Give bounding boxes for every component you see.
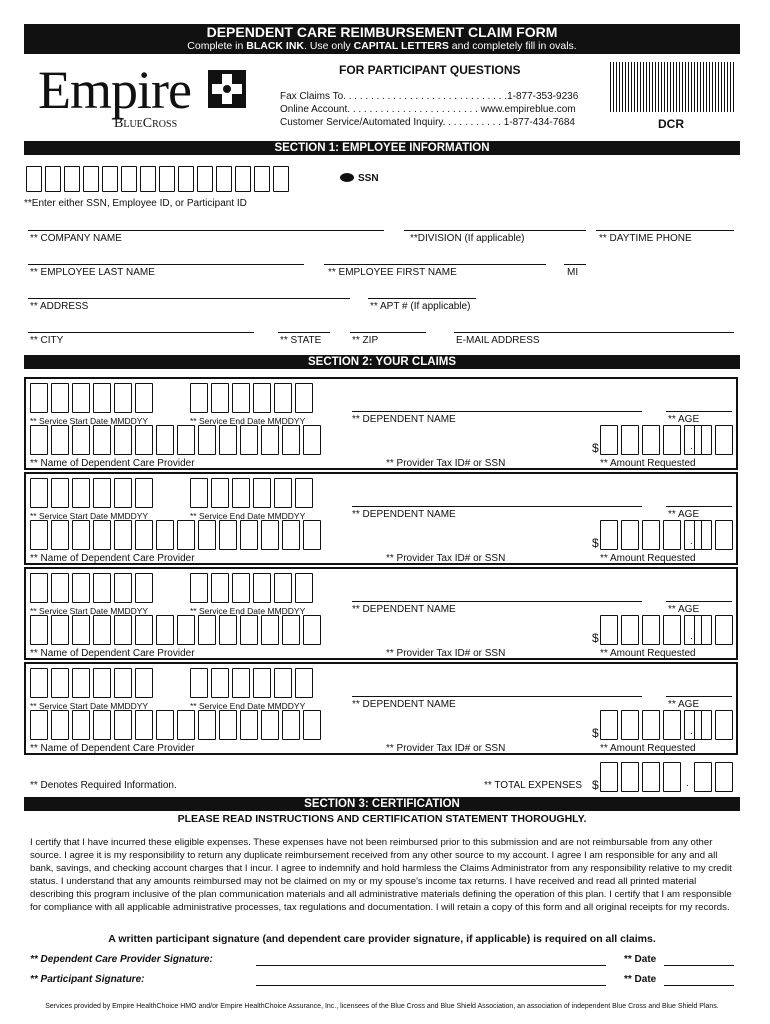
address-label: ** ADDRESS bbox=[30, 301, 89, 312]
zip-field[interactable] bbox=[350, 332, 426, 333]
amount-label: ** Amount Requested bbox=[600, 553, 696, 564]
participant-date-field[interactable] bbox=[664, 985, 734, 986]
decimal-point: . bbox=[690, 441, 693, 452]
decimal-point: . bbox=[690, 726, 693, 737]
amount-boxes[interactable] bbox=[600, 710, 702, 740]
first-name-label: ** EMPLOYEE FIRST NAME bbox=[328, 267, 457, 278]
start-date-label: ** Service Start Date MMDDYY bbox=[30, 416, 149, 426]
certification-instruction: PLEASE READ INSTRUCTIONS AND CERTIFICATION STATEMENT THOROUGHLY. bbox=[177, 813, 587, 825]
dependent-label: ** DEPENDENT NAME bbox=[352, 414, 456, 425]
ssn-label: SSN bbox=[358, 173, 379, 184]
dependent-label: ** DEPENDENT NAME bbox=[352, 509, 456, 520]
company-field[interactable] bbox=[28, 230, 384, 231]
start-date-boxes[interactable] bbox=[30, 478, 153, 508]
total-dollar-sign: $ bbox=[592, 778, 599, 792]
company-label: ** COMPANY NAME bbox=[30, 233, 122, 244]
start-date-label: ** Service Start Date MMDDYY bbox=[30, 606, 149, 616]
form-subtitle: Complete in BLACK INK. Use only CAPITAL LETTERS and completely fill in ovals. bbox=[187, 40, 577, 52]
phone-label: ** DAYTIME PHONE bbox=[599, 233, 692, 244]
footer-text: Services provided by Empire HealthChoice HMO and/or Empire HealthChoice Assurance, Inc., licensees of the Blue Cross and Blue Shield Association, an association of independent Blue Cross and Blue Shield Plans. bbox=[45, 1003, 719, 1010]
state-field[interactable] bbox=[278, 332, 330, 333]
online-line: Online Account. . . . . . . . . . . . . . . . . . . . . . . . www.empireblue.com bbox=[280, 104, 576, 115]
age-label: ** AGE bbox=[668, 699, 700, 710]
dependent-field[interactable] bbox=[352, 696, 642, 697]
amount-boxes[interactable] bbox=[600, 425, 702, 455]
form-code: DCR bbox=[658, 117, 684, 131]
amount-boxes[interactable] bbox=[600, 520, 702, 550]
certification-statement: I certify that I have incurred these eligible expenses. These expenses have not been reimbursed prior to this submission and are not reimbursable from any other source. I agree it is my responsibility to return any duplicate reimbursement received from any other source to my account. I agree I am responsible for any and all bank, savings, and checking account charges that I incur. I agree to indemnify and hold harmless the Claims Administrator from any responsibility relative to my credit status. I understand that any amounts reimbursed may not be claimed on my or my spouse's income tax returns. I have received and read all printed material describing this program inclusive of the plan communication materials and all administrative materials defining the operation of this plan. I certify that I am responsible for compliance with all applicable administrative processes, tax regulations and documentation. I will retain a copy of this form and all original receipts for my records. bbox=[30, 837, 732, 913]
apt-field[interactable] bbox=[368, 298, 476, 299]
start-date-label: ** Service Start Date MMDDYY bbox=[30, 701, 149, 711]
mi-field[interactable] bbox=[564, 264, 586, 265]
dependent-label: ** DEPENDENT NAME bbox=[352, 604, 456, 615]
age-field[interactable] bbox=[666, 506, 732, 507]
end-date-boxes[interactable] bbox=[190, 383, 313, 413]
dollar-sign: $ bbox=[592, 536, 599, 550]
address-field[interactable] bbox=[28, 298, 350, 299]
city-label: ** CITY bbox=[30, 335, 64, 346]
mi-label: MI bbox=[567, 267, 579, 278]
claim-block bbox=[24, 472, 738, 565]
age-label: ** AGE bbox=[668, 509, 700, 520]
zip-label: ** ZIP bbox=[352, 335, 379, 346]
phone-field[interactable] bbox=[596, 230, 734, 231]
amount-label: ** Amount Requested bbox=[600, 458, 696, 469]
tax-id-boxes[interactable] bbox=[30, 520, 321, 550]
dependent-field[interactable] bbox=[352, 506, 642, 507]
logo-sub: BlueCross bbox=[114, 116, 178, 131]
dollar-sign: $ bbox=[592, 441, 599, 455]
logo-name: Empire bbox=[38, 60, 191, 120]
total-label: ** TOTAL EXPENSES bbox=[484, 780, 583, 791]
tax-id-boxes[interactable] bbox=[30, 710, 321, 740]
amount-label: ** Amount Requested bbox=[600, 743, 696, 754]
last-name-label: ** EMPLOYEE LAST NAME bbox=[30, 267, 155, 278]
participant-date-label: ** Date bbox=[624, 974, 657, 985]
section1-bar: SECTION 1: EMPLOYEE INFORMATION bbox=[24, 141, 740, 155]
end-date-label: ** Service End Date MMDDYY bbox=[190, 416, 306, 426]
first-name-field[interactable] bbox=[324, 264, 546, 265]
total-amount-boxes[interactable] bbox=[600, 762, 681, 792]
dollar-sign: $ bbox=[592, 631, 599, 645]
service-line: Customer Service/Automated Inquiry. . . . . . . . . . . 1-877-434-7684 bbox=[280, 117, 575, 128]
provider-date-field[interactable] bbox=[664, 965, 734, 966]
form-title-bar bbox=[24, 24, 740, 54]
total-decimal-point: . bbox=[686, 778, 689, 789]
dollar-sign: $ bbox=[592, 726, 599, 740]
tax-id-boxes[interactable] bbox=[30, 425, 321, 455]
age-field[interactable] bbox=[666, 411, 732, 412]
division-label: **DIVISION (If applicable) bbox=[410, 233, 525, 244]
blue-cross-icon bbox=[206, 68, 248, 110]
form-title: DEPENDENT CARE REIMBURSEMENT CLAIM FORM bbox=[206, 24, 558, 40]
provider-label: ** Name of Dependent Care Provider bbox=[30, 648, 195, 659]
decimal-point: . bbox=[690, 536, 693, 547]
age-field[interactable] bbox=[666, 696, 732, 697]
tax-id-label: ** Provider Tax ID# or SSN bbox=[386, 648, 506, 659]
provider-signature-field[interactable] bbox=[256, 965, 606, 966]
dependent-field[interactable] bbox=[352, 411, 642, 412]
start-date-boxes[interactable] bbox=[30, 573, 153, 603]
participant-signature-label: ** Participant Signature: bbox=[30, 974, 145, 985]
provider-label: ** Name of Dependent Care Provider bbox=[30, 743, 195, 754]
required-note: ** Denotes Required Information. bbox=[30, 780, 177, 791]
provider-label: ** Name of Dependent Care Provider bbox=[30, 458, 195, 469]
provider-label: ** Name of Dependent Care Provider bbox=[30, 553, 195, 564]
end-date-boxes[interactable] bbox=[190, 478, 313, 508]
age-label: ** AGE bbox=[668, 414, 700, 425]
id-note: **Enter either SSN, Employee ID, or Participant ID bbox=[24, 198, 247, 209]
end-date-label: ** Service End Date MMDDYY bbox=[190, 701, 306, 711]
email-label: E-MAIL ADDRESS bbox=[456, 335, 540, 346]
apt-label: ** APT # (If applicable) bbox=[370, 301, 471, 312]
cents-boxes[interactable] bbox=[694, 710, 733, 740]
age-field[interactable] bbox=[666, 601, 732, 602]
amount-boxes[interactable] bbox=[600, 615, 702, 645]
section2-bar: SECTION 2: YOUR CLAIMS bbox=[24, 355, 740, 369]
claim-block bbox=[24, 662, 738, 755]
email-field[interactable] bbox=[454, 332, 734, 333]
total-cents-boxes[interactable] bbox=[694, 762, 733, 792]
claim-block bbox=[24, 377, 738, 470]
end-date-label: ** Service End Date MMDDYY bbox=[190, 511, 306, 521]
start-date-boxes[interactable] bbox=[30, 383, 153, 413]
end-date-label: ** Service End Date MMDDYY bbox=[190, 606, 306, 616]
provider-signature-label: ** Dependent Care Provider Signature: bbox=[30, 954, 213, 965]
dependent-field[interactable] bbox=[352, 601, 642, 602]
end-date-boxes[interactable] bbox=[190, 668, 313, 698]
state-label: ** STATE bbox=[280, 335, 322, 346]
cents-boxes[interactable] bbox=[694, 520, 733, 550]
cents-boxes[interactable] bbox=[694, 425, 733, 455]
contact-heading: FOR PARTICIPANT QUESTIONS bbox=[339, 63, 521, 77]
cents-boxes[interactable] bbox=[694, 615, 733, 645]
tax-id-label: ** Provider Tax ID# or SSN bbox=[386, 743, 506, 754]
last-name-field[interactable] bbox=[28, 264, 304, 265]
tax-id-label: ** Provider Tax ID# or SSN bbox=[386, 458, 506, 469]
dependent-label: ** DEPENDENT NAME bbox=[352, 699, 456, 710]
start-date-label: ** Service Start Date MMDDYY bbox=[30, 511, 149, 521]
division-field[interactable] bbox=[404, 230, 586, 231]
end-date-boxes[interactable] bbox=[190, 573, 313, 603]
start-date-boxes[interactable] bbox=[30, 668, 153, 698]
section3-bar: SECTION 3: CERTIFICATION bbox=[24, 797, 740, 811]
barcode bbox=[608, 62, 736, 112]
claim-block bbox=[24, 567, 738, 660]
decimal-point: . bbox=[690, 631, 693, 642]
ssn-oval[interactable] bbox=[340, 173, 354, 182]
age-label: ** AGE bbox=[668, 604, 700, 615]
empire-logo bbox=[38, 60, 258, 136]
provider-date-label: ** Date bbox=[624, 954, 657, 965]
fax-line: Fax Claims To. . . . . . . . . . . . . . . . . . . . . . . . . . . . . .1-877-353-9236 bbox=[280, 91, 579, 102]
ssn-boxes[interactable] bbox=[26, 166, 289, 192]
city-field[interactable] bbox=[28, 332, 254, 333]
tax-id-boxes[interactable] bbox=[30, 615, 321, 645]
signature-note: A written participant signature (and dependent care provider signature, if applicable) is required on all claims. bbox=[108, 933, 656, 945]
participant-signature-field[interactable] bbox=[256, 985, 606, 986]
amount-label: ** Amount Requested bbox=[600, 648, 696, 659]
tax-id-label: ** Provider Tax ID# or SSN bbox=[386, 553, 506, 564]
